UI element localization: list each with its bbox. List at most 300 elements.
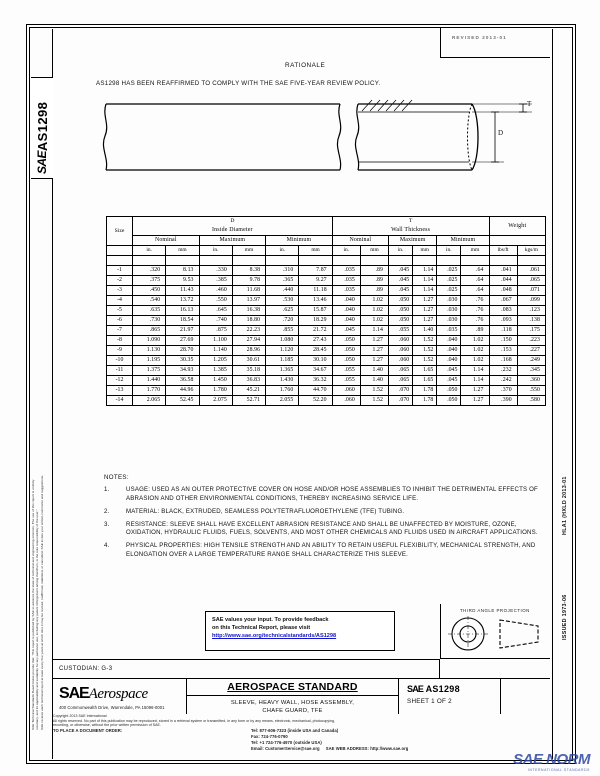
cell-d-max-mm: 13.97 [232,296,265,306]
cell-size: -9 [107,346,133,356]
cell-t-max-mm: 1.65 [413,366,437,376]
cell-t-nom-mm: 1.02 [360,316,388,326]
cell-w-lbft: .083 [489,306,517,316]
cell-t-min-in: .030 [437,306,461,316]
cell-d-max-in: 1.780 [199,386,232,396]
aerospace-logo-text: Aerospace [88,686,148,702]
cell-w-kgm: .345 [517,366,545,376]
cell-w-kgm: .360 [517,376,545,386]
cell-w-lbft: .168 [489,356,517,366]
cell-d-max-in: 2.075 [199,396,232,406]
document-title-line-2: CHAFE GUARD, TFE [262,707,323,714]
cell-w-lbft: .044 [489,276,517,286]
table-row [107,296,546,306]
tel-us: Tel: 877-606-7323 (inside USA and Canada) [251,727,339,733]
cell-t-max-in: .050 [389,316,413,326]
cell-w-lbft: .093 [489,316,517,326]
cell-d-min-mm: 30.10 [299,356,332,366]
cell-t-nom-in: .050 [332,346,360,356]
table-row [107,326,546,336]
cell-d-min-in: .625 [266,306,299,316]
cell-t-nom-in: .040 [332,306,360,316]
header-d-maximum: Maximum [199,236,266,246]
cell-t-max-in: .065 [389,376,413,386]
cell-t-min-mm: 1.02 [461,356,489,366]
cell-t-max-mm: 1.52 [413,346,437,356]
cell-t-min-mm: .64 [461,266,489,276]
cell-d-min-mm: 28.45 [299,346,332,356]
unit-weight-lbft: lbs/ft [489,246,517,256]
cell-d-max-mm: 22.23 [232,326,265,336]
cell-d-max-mm: 9.78 [232,276,265,286]
sae-aerospace-logo [53,679,187,714]
cell-w-kgm: .223 [517,336,545,346]
document-title-line-1: SLEEVE, HEAVY WALL, HOSE ASSEMBLY, [230,699,355,706]
note-text: RESISTANCE: SLEEVE SHALL HAVE EXCELLENT ABRASION RESISTANCE AND SHALL BE UNAFFECTED BY MOISTURE, OZONE, OXIDATION, HYDRAULIC FLUIDS, FUELS, SOLVENTS, AND MOST OTHER CHEMICALS AND FLUIDS USED IN AIRCRAFT APPLICATIONS. [126,520,538,537]
cell-d-max-mm: 45.21 [232,386,265,396]
cell-d-max-mm: 27.94 [232,336,265,346]
cell-d-max-in: 1.450 [199,376,232,386]
dimensions-table [106,216,546,406]
cell-d-min-mm: 13.46 [299,296,332,306]
cell-t-min-mm: 1.14 [461,366,489,376]
sae-mark-tab: SAE [35,151,49,174]
cell-t-nom-mm: 1.27 [360,336,388,346]
table-header-units [107,246,546,256]
third-angle-projection-symbol [446,616,546,657]
cell-w-lbft: .242 [489,376,517,386]
header-d-minimum: Minimum [266,236,333,246]
sleeve-technical-drawing [100,96,550,208]
cell-t-nom-in: .060 [332,386,360,396]
cell-t-max-mm: 1.52 [413,356,437,366]
cell-t-min-in: .035 [437,326,461,336]
cell-d-nom-mm: 34.93 [166,366,199,376]
cell-size: -12 [107,376,133,386]
cell-size: -7 [107,326,133,336]
cell-d-min-mm: 44.70 [299,386,332,396]
title-block-document-number-area [399,679,501,714]
cell-d-min-in: 1.760 [266,386,299,396]
cell-d-nom-in: 2.065 [133,396,166,406]
sae-mark-titleblock: SAE [407,684,424,694]
header-t-nominal: Nominal [332,236,388,246]
cell-t-max-mm: 1.78 [413,396,437,406]
cell-d-nom-mm: 27.69 [166,336,199,346]
table-spacer-row [107,256,546,266]
cell-d-min-in: 1.185 [266,356,299,366]
cell-d-nom-mm: 16.13 [166,306,199,316]
unit-t-min-mm: mm [461,246,489,256]
cell-w-lbft: .150 [489,336,517,346]
cell-d-nom-in: .635 [133,306,166,316]
email-address[interactable]: Email: CustomerService@sae.org [251,745,320,751]
table-row [107,376,546,386]
cell-d-nom-mm: 18.54 [166,316,199,326]
cell-d-min-mm: 15.87 [299,306,332,316]
cell-t-nom-in: .035 [332,286,360,296]
cell-t-max-mm: 1.40 [413,326,437,336]
footer-contact-columns-2 [53,740,550,752]
cell-w-kgm: .227 [517,346,545,356]
cell-d-min-in: 1.365 [266,366,299,376]
unit-d-nom-in: in. [133,246,166,256]
cell-d-max-mm: 18.80 [232,316,265,326]
document-id-tab-label [31,76,53,176]
cell-d-min-mm: 27.43 [299,336,332,346]
cell-d-max-in: .875 [199,326,232,336]
cell-t-min-mm: 1.14 [461,376,489,386]
note-number: 3. [104,520,110,528]
cell-size: -8 [107,336,133,346]
cell-t-min-in: .050 [437,386,461,396]
cell-t-max-mm: 1.14 [413,286,437,296]
cell-d-nom-in: .730 [133,316,166,326]
rationale-heading: RATIONALE [285,62,326,69]
cell-t-min-mm: 1.02 [461,336,489,346]
standard-type-label: AEROSPACE STANDARD [187,679,398,696]
cell-t-nom-mm: 1.52 [360,386,388,396]
watermark-sub: INTERNATIONAL STANDARDS [527,768,590,772]
custodian-bar [53,659,440,678]
table-row [107,386,546,396]
watermark-main: SAE NORM [513,751,590,768]
cell-w-lbft: .048 [489,286,517,296]
cell-t-max-mm: 1.27 [413,306,437,316]
note-number: 4. [104,542,110,550]
cell-d-nom-in: .450 [133,286,166,296]
cell-t-nom-in: .045 [332,326,360,336]
title-block-title-area [187,679,399,714]
table-row [107,346,546,356]
cell-t-nom-in: .050 [332,336,360,346]
cell-d-max-in: .460 [199,286,232,296]
footer-order-column [53,728,243,740]
revision-stamp-box [440,28,550,58]
unit-d-min-mm: mm [299,246,332,256]
cell-t-nom-mm: .89 [360,266,388,276]
cell-t-min-mm: .89 [461,326,489,336]
cell-d-nom-in: 1.375 [133,366,166,376]
cell-t-max-mm: 1.14 [413,266,437,276]
note-number: 1. [104,486,110,493]
cell-d-max-in: 1.100 [199,336,232,346]
cell-size: -13 [107,386,133,396]
cell-t-nom-in: .040 [332,316,360,326]
cell-d-min-in: .855 [266,326,299,336]
header-group-d-symbol: D [133,217,333,227]
cell-t-nom-mm: .89 [360,276,388,286]
cell-d-min-mm: 11.18 [299,286,332,296]
cell-d-max-in: 1.205 [199,356,232,366]
cell-t-nom-mm: .89 [360,286,388,296]
cell-d-nom-mm: 9.53 [166,276,199,286]
unit-t-nom-mm: mm [360,246,388,256]
cell-t-max-in: .070 [389,386,413,396]
title-block-revision-area [501,679,550,714]
document-number-tab: AS1298 [34,101,50,152]
document-number: AS1298 [425,684,460,694]
copyright-line: Copyright 2013 SAE International [53,714,107,718]
cell-d-nom-in: 1.195 [133,356,166,366]
cell-d-min-in: 1.120 [266,346,299,356]
cell-d-max-in: 1.385 [199,366,232,376]
cell-t-min-mm: .64 [461,286,489,296]
order-label: TO PLACE A DOCUMENT ORDER: [53,727,123,733]
cell-d-nom-mm: 52.45 [166,396,199,406]
disclaimer-line-2: voluntary, and its applicability and suitability for any particular use, including any patent infringement arising therefrom, is the sole responsibility of the user.” [35,509,40,730]
cell-t-max-mm: 1.52 [413,336,437,346]
sleeve-drawing-svg [100,96,550,208]
web-url[interactable]: http://www.sae.org [370,745,409,751]
cell-t-max-in: .055 [389,326,413,336]
footer-contact-column [243,728,550,740]
custodian-text: CUSTODIAN: G-3 [59,666,113,672]
cell-w-kgm: .550 [517,386,545,396]
cell-t-max-in: .045 [389,276,413,286]
cell-t-max-mm: 1.27 [413,316,437,326]
cell-d-max-mm: 28.96 [232,346,265,356]
cell-d-nom-in: .320 [133,266,166,276]
reaffirmed-date-vertical: HLA1 (HXLD 2013-01 [562,476,568,535]
revision-stamp-text: REVISED 2013-01 [452,35,507,40]
footer-contact-column-2 [243,740,550,752]
cell-t-nom-mm: 1.52 [360,396,388,406]
cell-t-min-in: .025 [437,276,461,286]
cell-d-nom-in: .375 [133,276,166,286]
cell-t-nom-mm: 1.14 [360,326,388,336]
cell-d-nom-in: 1.130 [133,346,166,356]
feedback-url-link[interactable]: http://www.sae.org/technicalstandards/AS1298 [212,633,337,639]
cell-w-lbft: .041 [489,266,517,276]
fax-number: Fax: 724-776-0790 [251,733,288,739]
cell-d-min-mm: 36.32 [299,376,332,386]
cell-t-max-in: .065 [389,366,413,376]
cell-t-nom-mm: 1.27 [360,346,388,356]
cell-d-max-in: .550 [199,296,232,306]
cell-t-min-in: .030 [437,296,461,306]
tel-international: Tel: +1 724-776-4970 (outside USA) [251,739,322,745]
disclaimer-line-1: SAE Technical Standards Board Rules provide that: “This report is published by SAE to advance the state of technical and engineering sciences. The use of this report is entirely [31,479,35,730]
cell-d-nom-mm: 30.35 [166,356,199,366]
footer [53,714,550,752]
cell-t-max-mm: 1.78 [413,386,437,396]
cell-t-max-in: .050 [389,296,413,306]
cell-t-min-in: .025 [437,266,461,276]
unit-t-nom-in: in. [332,246,360,256]
document-title-lines [187,696,398,715]
right-margin-strip [552,29,574,759]
cell-t-nom-mm: 1.27 [360,356,388,366]
notes-section [104,474,544,564]
cell-t-max-in: .045 [389,286,413,296]
cell-d-max-in: .740 [199,316,232,326]
cell-t-nom-in: .055 [332,366,360,376]
cell-t-min-in: .030 [437,316,461,326]
cell-size: -5 [107,306,133,316]
notes-list [104,486,544,560]
note-item [104,521,544,538]
cell-d-min-mm: 34.67 [299,366,332,376]
cell-t-max-in: .050 [389,306,413,316]
cell-d-max-in: .330 [199,266,232,276]
header-weight-sub [489,236,545,246]
cell-d-max-in: 1.140 [199,346,232,356]
feedback-line-2: on this Technical Report, please visit [212,625,311,631]
cell-size: -10 [107,356,133,366]
cell-t-nom-mm: 1.02 [360,296,388,306]
cell-d-max-mm: 16.38 [232,306,265,316]
note-number: 2. [104,507,110,515]
cell-d-min-mm: 9.27 [299,276,332,286]
cell-t-max-in: .060 [389,346,413,356]
cell-d-nom-in: .865 [133,326,166,336]
unit-t-max-in: in. [389,246,413,256]
cell-d-min-in: .720 [266,316,299,326]
cell-d-max-mm: 52.71 [232,396,265,406]
header-t-minimum: Minimum [437,236,489,246]
cell-t-nom-in: .050 [332,356,360,366]
cell-w-kgm: .065 [517,276,545,286]
cell-d-min-mm: 21.72 [299,326,332,336]
cell-d-min-mm: 18.29 [299,316,332,326]
cell-size: -1 [107,266,133,276]
cell-t-nom-in: .040 [332,296,360,306]
unit-t-min-in: in. [437,246,461,256]
note-item [104,486,544,503]
sae-address: 400 Commonwealth Drive, Warrendale, PA 15096-0001 [59,705,165,710]
feedback-box[interactable] [205,611,395,651]
cell-d-nom-in: .540 [133,296,166,306]
disclaimer-line-3: SAE reviews each technical report at least every five years at which time it may be revised, reaffirmed, stabilized, or cancelled. SAE invites your written comments and suggestions. [39,474,44,730]
note-item [104,542,544,559]
unit-d-max-mm: mm [232,246,265,256]
cell-t-min-in: .040 [437,336,461,346]
table-row [107,306,546,316]
cell-d-min-in: 1.430 [266,376,299,386]
cell-t-nom-in: .060 [332,396,360,406]
cell-size: -3 [107,286,133,296]
cell-t-max-in: .070 [389,396,413,406]
cell-t-min-in: .045 [437,376,461,386]
cell-d-max-mm: 11.68 [232,286,265,296]
cell-t-nom-mm: 1.40 [360,366,388,376]
cell-d-min-in: .440 [266,286,299,296]
specification-table [106,216,546,406]
cell-d-max-in: .645 [199,306,232,316]
cell-t-min-mm: .76 [461,316,489,326]
web-label: SAE WEB ADDRESS: [325,745,369,751]
header-wall-thickness: Wall Thickness [332,226,489,236]
sae-norm-watermark [513,751,590,772]
cell-t-min-mm: .64 [461,276,489,286]
cell-d-nom-mm: 11.43 [166,286,199,296]
cell-t-min-mm: 1.02 [461,346,489,356]
cell-t-nom-in: .055 [332,376,360,386]
unit-size [107,246,133,256]
rights-line-1: All rights reserved. No part of this publication may be reproduced, stored in a retrieval system or transmitted, in any form or by any means, electronic, mechanical, photocopying, [53,718,336,723]
cell-t-max-mm: 1.27 [413,296,437,306]
cell-t-min-in: .050 [437,396,461,406]
cell-w-kgm: .249 [517,356,545,366]
note-text: PHYSICAL PROPERTIES: HIGH TENSILE STRENGTH AND AN ABILITY TO RETAIN USEFUL FLEXIBILITY, MECHANICAL STRENGTH, AND ELONGATION OVER A LARGE TEMPERATURE RANGE SHALL CHARACTERIZE THIS SLEEVE. [126,542,536,559]
cell-d-nom-in: 1.770 [133,386,166,396]
footer-contact-columns [53,728,550,740]
table-row [107,336,546,346]
cell-t-min-mm: .76 [461,296,489,306]
cell-t-nom-in: .035 [332,276,360,286]
cell-d-nom-mm: 8.13 [166,266,199,276]
notes-heading: NOTES: [104,474,129,481]
table-row [107,266,546,276]
cell-d-nom-mm: 36.58 [166,376,199,386]
cell-w-kgm: .071 [517,286,545,296]
unit-d-nom-mm: mm [166,246,199,256]
cell-t-nom-mm: 1.02 [360,306,388,316]
cell-t-min-in: .040 [437,346,461,356]
cell-size: -14 [107,396,133,406]
sae-logo-text: SAE [59,685,89,702]
title-block [53,678,550,714]
issued-date-vertical: ISSUED 1973-06 [562,594,568,640]
table-row [107,316,546,326]
cell-w-kgm: .175 [517,326,545,336]
cell-d-max-mm: 30.61 [232,356,265,366]
cell-d-max-mm: 35.18 [232,366,265,376]
cell-t-min-in: .045 [437,366,461,376]
rights-line-2: recording, or otherwise, without the prior written permission of SAE. [53,723,161,728]
table-body [107,256,546,406]
cell-d-nom-mm: 13.72 [166,296,199,306]
cell-w-kgm: .138 [517,316,545,326]
unit-weight-kgm: kgs/m [517,246,545,256]
cell-t-max-mm: 1.65 [413,376,437,386]
table-row [107,356,546,366]
cell-t-nom-mm: 1.40 [360,376,388,386]
note-text: MATERIAL: BLACK, EXTRUDED, SEAMLESS POLYTETRAFLUOROETHYLENE (TFE) TUBING. [126,507,405,515]
sae-technical-board-disclaimer [31,434,44,730]
cell-d-min-in: .530 [266,296,299,306]
cell-d-max-mm: 36.83 [232,376,265,386]
cell-w-kgm: .580 [517,396,545,406]
cell-w-kgm: .099 [517,296,545,306]
header-size: Size [107,217,133,246]
cell-t-nom-in: .035 [332,266,360,276]
table-row [107,366,546,376]
header-inside-diameter: Inside Diameter [133,226,333,236]
rationale-text: AS1298 HAS BEEN REAFFIRMED TO COMPLY WITH THE SAE FIVE-YEAR REVIEW POLICY. [96,80,381,87]
cell-t-min-in: .025 [437,286,461,296]
header-t-maximum: Maximum [389,236,437,246]
table-header-groups [107,226,546,236]
cell-t-min-mm: .76 [461,306,489,316]
table-head [107,217,546,256]
cell-w-kgm: .123 [517,306,545,316]
third-angle-projection-label: THIRD ANGLE PROJECTION [460,608,530,613]
cell-t-max-in: .060 [389,356,413,366]
cell-t-min-mm: 1.27 [461,396,489,406]
cell-d-min-in: 1.080 [266,336,299,346]
cell-w-kgm: .061 [517,266,545,276]
cell-t-min-mm: 1.27 [461,386,489,396]
cell-d-min-in: .365 [266,276,299,286]
document-number-row [407,684,500,694]
cell-w-lbft: .390 [489,396,517,406]
cell-d-nom-in: 1.090 [133,336,166,346]
cell-t-max-in: .045 [389,266,413,276]
footer-blank-column [53,740,243,752]
cell-size: -2 [107,276,133,286]
